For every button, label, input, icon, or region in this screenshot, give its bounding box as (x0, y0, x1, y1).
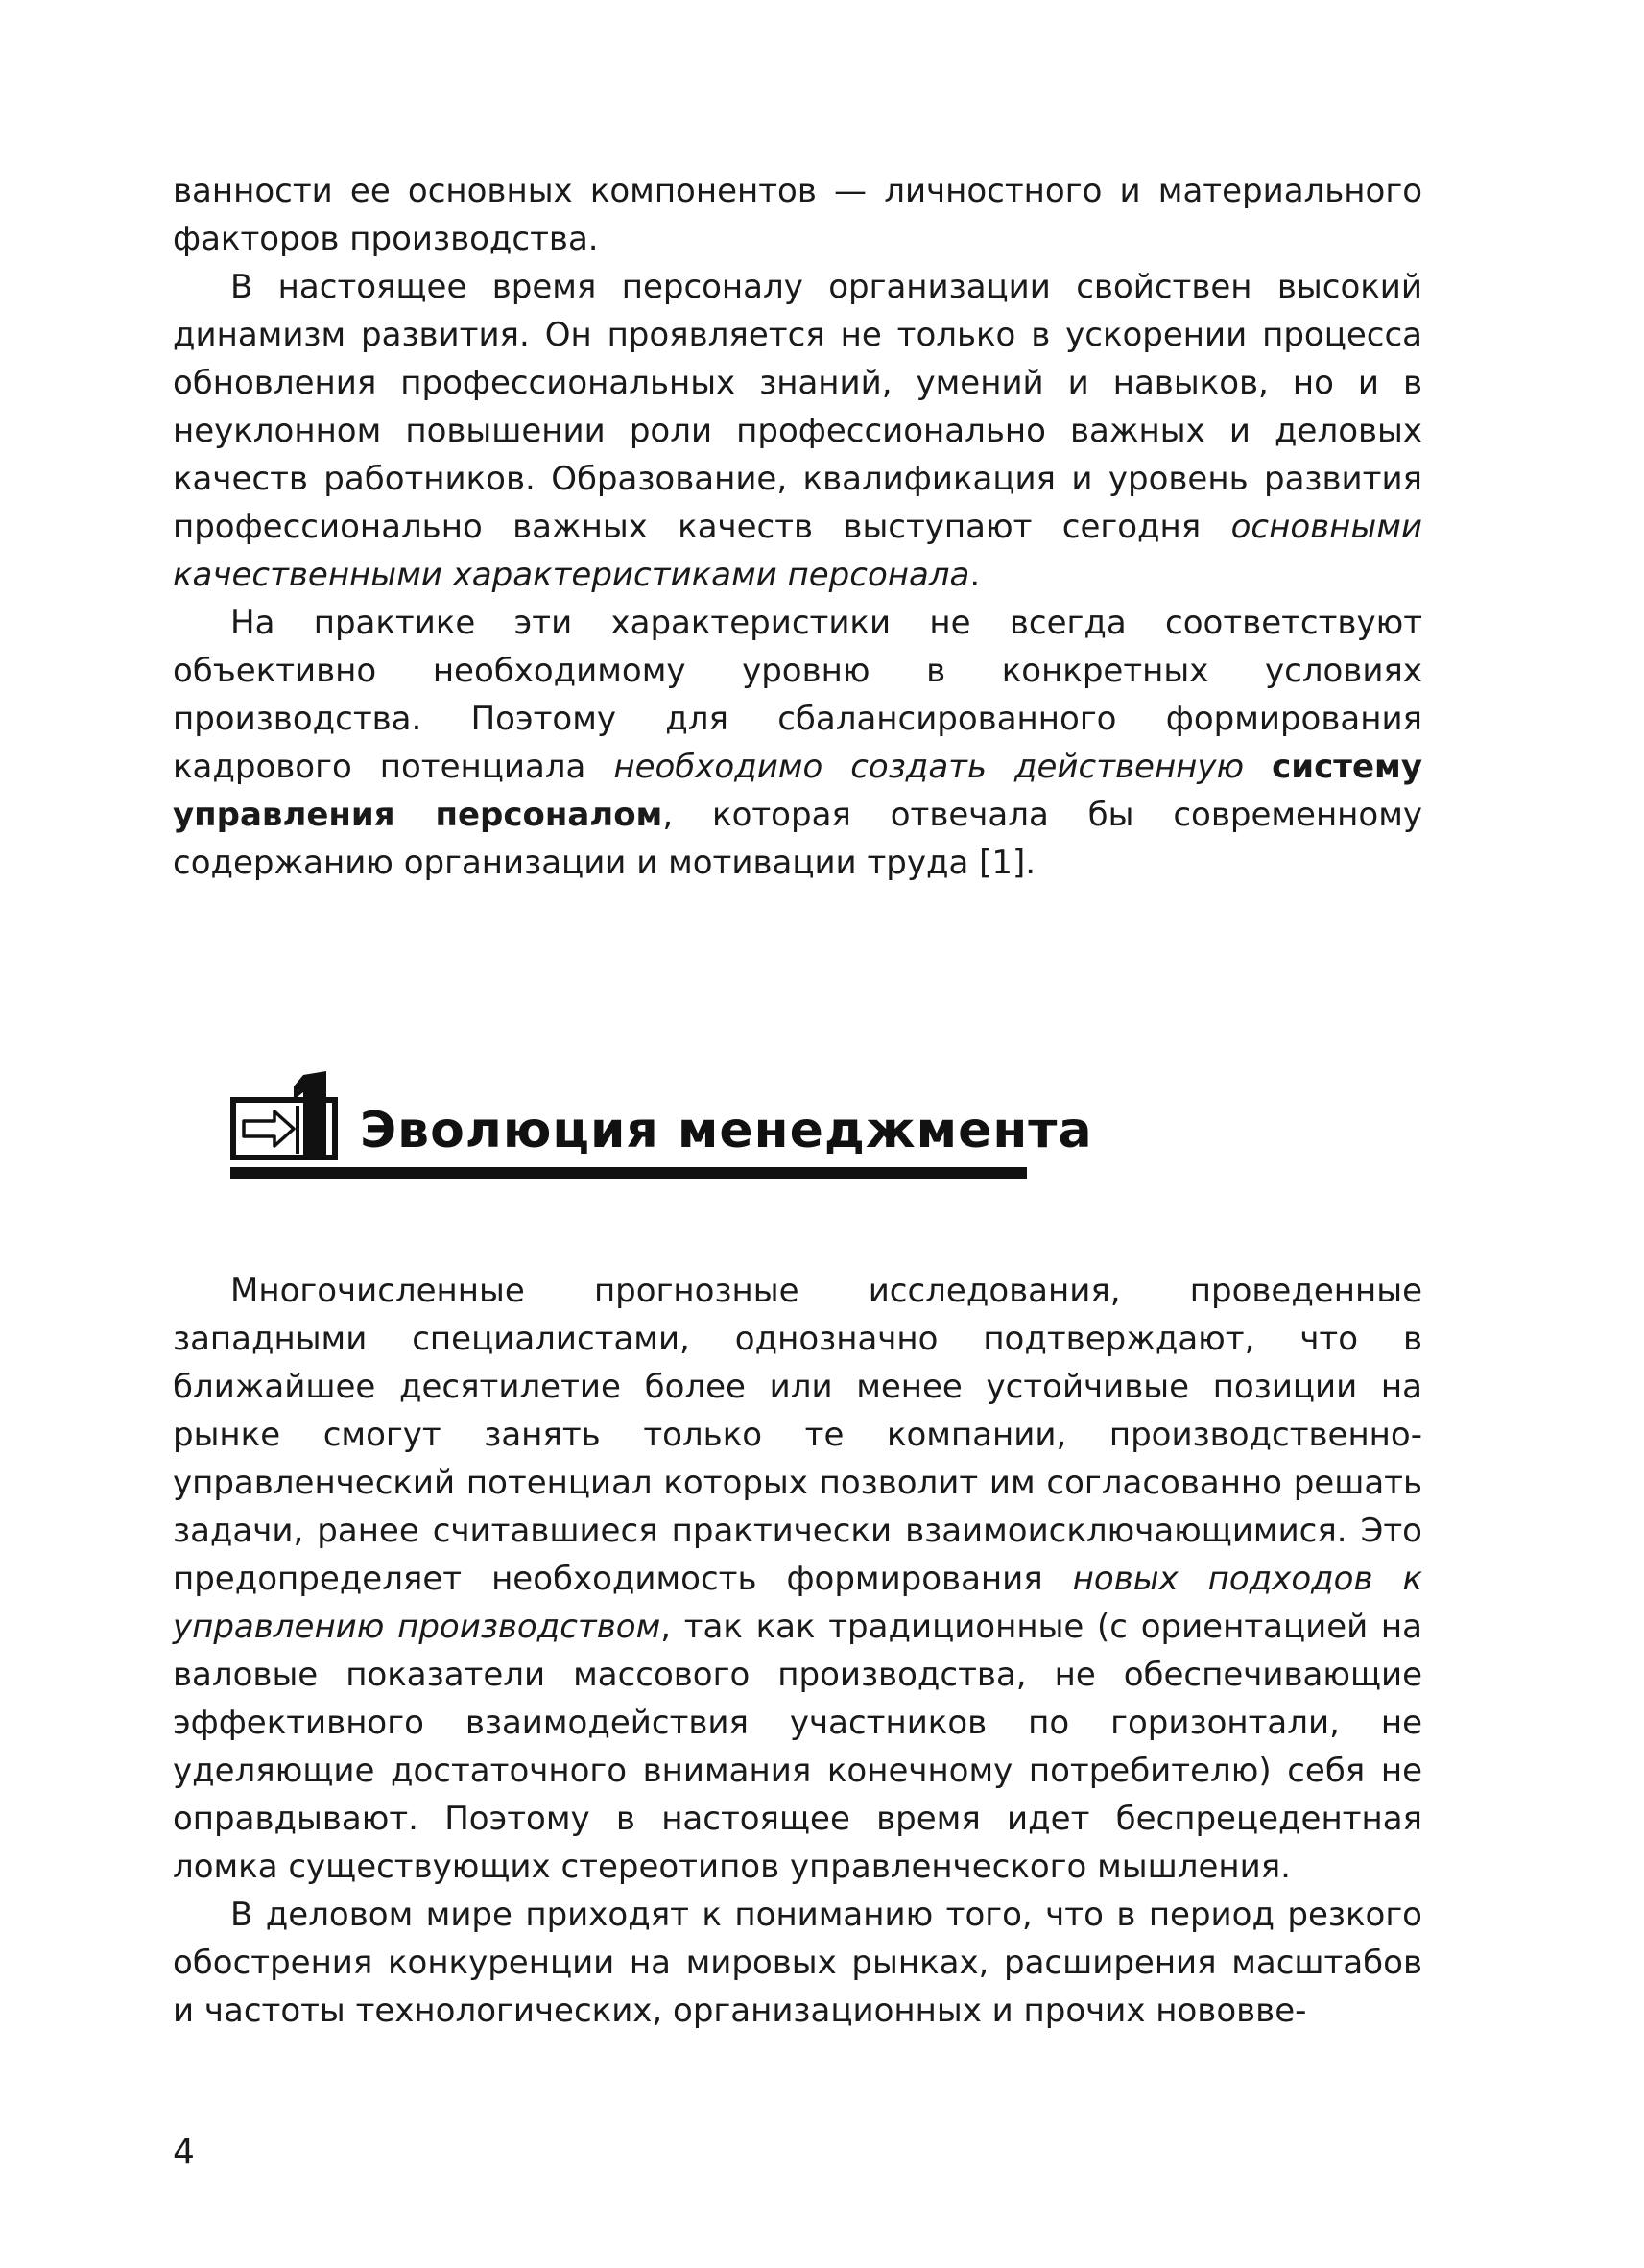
paragraph-text: В настоящее время персоналу организации свойствен высокий динамизм развития. Он проявляется не только в ускорении процесса обновления профессиональных знаний, умений и навыков, но и в неуклонном повышении роли профессионально важных и деловых качеств работников. Образование, квалификация и уровень развития профессионально важных качеств выступают сегодня (173, 268, 1422, 546)
arrow-right-icon (230, 1071, 342, 1161)
paragraph-dynamism (173, 263, 1422, 599)
paragraph-text: , так как традиционные (с ориентацией на валовые показатели массового производства, не обеспечивающие эффективного взаимодействия участников по горизонтали, не уделяющие достаточного внимания конечному потребителю) себя не оправдывают. Поэтому в настоящее время идет беспрецедентная ломка существующих стереотипов управленческого мышления. (173, 1608, 1422, 1886)
paragraph-forecasts (173, 1267, 1422, 1891)
section-title: Эволюция менеджмента (360, 1102, 1093, 1159)
paragraph-text: В деловом мире приходят к пониманию того, что в период резкого обострения конкуренции на мировых рынках, расширения масштабов и частоты технологических, организационных и прочих нововве- (173, 1896, 1422, 2030)
paragraph-practice (173, 599, 1422, 887)
paragraph-text: ванности ее основных компонентов — личностного и материального факторов производства. (173, 172, 1422, 258)
page-number: 4 (173, 2133, 195, 2172)
paragraph-continuation (173, 167, 1422, 263)
section-heading (230, 1056, 1093, 1181)
bold-phrase: систему управления персоналом (173, 748, 1422, 834)
paragraph-business-world (173, 1891, 1422, 2035)
paragraph-text: На практике эти характеристики не всегда соответствуют объективно необходимому уровню в конкретных условиях производства. Поэтому для сбалансированного формирования кадрового потенциала (173, 604, 1422, 786)
italic-phrase: необходимо создать действенную (613, 748, 1245, 786)
bottom-text-block (173, 1267, 1422, 2035)
paragraph-text: Многочисленные прогнозные исследования, проведенные западными специалистами, однозначно подтверждают, что в ближайшее десятилетие более или менее устойчивые позиции на рынке смогут занять только те компании, производственно-управленческий потенциал которых позволит им согласованно решать задачи, ранее считавшиеся практически взаимоисключающимися. Это предопределяет необходимость формирования (173, 1272, 1422, 1598)
top-text-block (173, 167, 1422, 887)
heading-underline (230, 1167, 1027, 1179)
italic-phrase: основными качественными характеристиками персонала (173, 508, 1422, 594)
paragraph-text: , которая отвечала бы современному содержанию организации и мотивации труда [1]. (173, 796, 1422, 882)
paragraph-text: . (969, 556, 981, 594)
italic-phrase: новых подходов к управлению производством (173, 1560, 1422, 1646)
